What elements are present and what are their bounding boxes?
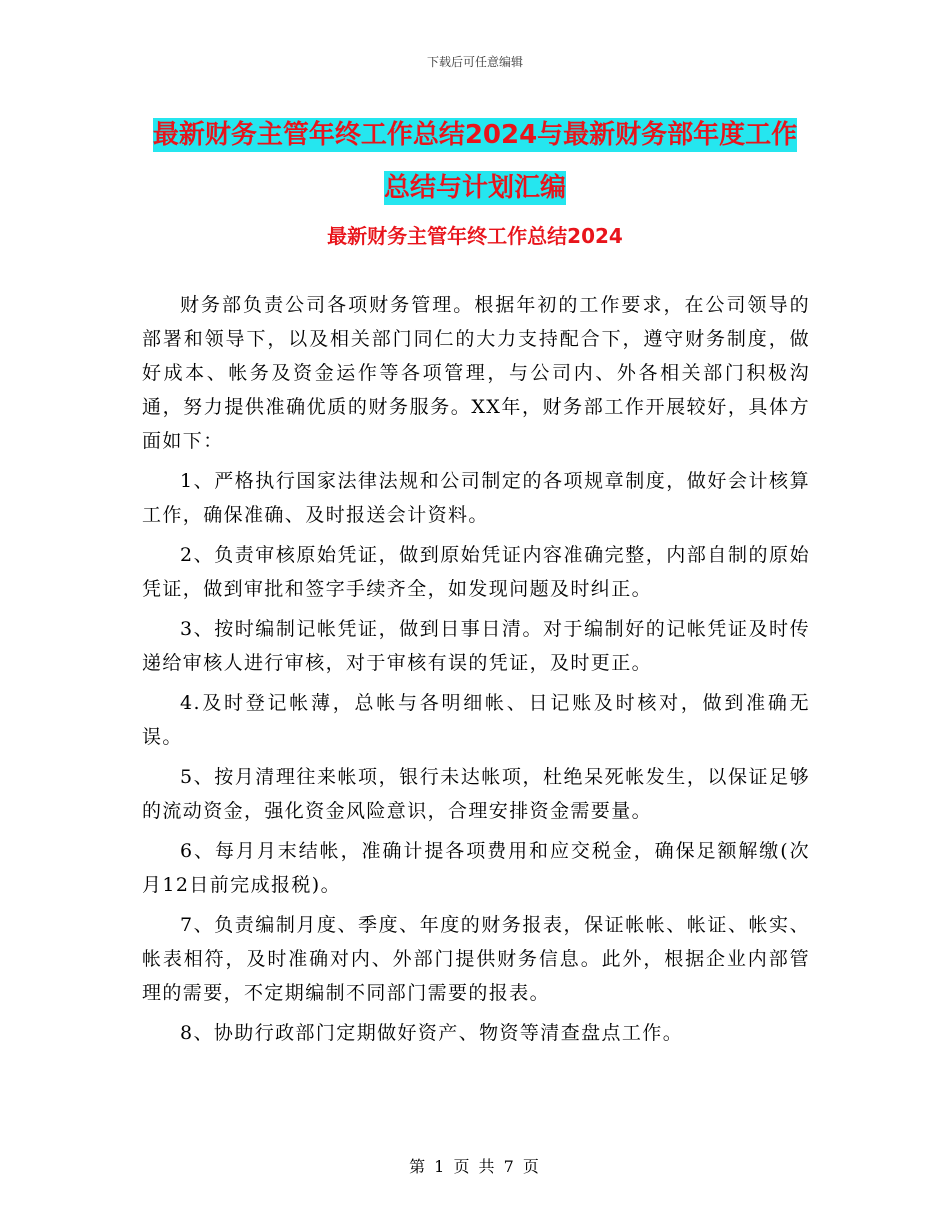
paragraph-item-3: 3、按时编制记帐凭证，做到日事日清。对于编制好的记帐凭证及时传递给审核人进行审核，对于审核有误的凭证，及时更正。 (142, 618, 810, 674)
section-title: 最新财务主管年终工作总结2024 (327, 224, 623, 248)
paragraph-item-4: 4.及时登记帐薄，总帐与各明细帐、日记账及时核对，做到准确无误。 (142, 692, 810, 748)
main-title: 最新财务主管年终工作总结2024与最新财务部年度工作总结与计划汇编 (152, 120, 798, 203)
paragraph-item-1: 1、严格执行国家法律法规和公司制定的各项规章制度，做好会计核算工作，确保准确、及时报送会计资料。 (142, 470, 810, 526)
paragraph-item-5: 5、按月清理往来帐项，银行未达帐项，杜绝呆死帐发生，以保证足够的流动资金，强化资金风险意识，合理安排资金需要量。 (142, 766, 810, 822)
paragraph-item-7: 7、负责编制月度、季度、年度的财务报表，保证帐帐、帐证、帐实、帐表相符，及时准确对内、外部门提供财务信息。此外，根据企业内部管理的需要，不定期编制不同部门需要的报表。 (142, 914, 810, 1004)
paragraph-intro: 财务部负责公司各项财务管理。根据年初的工作要求，在公司领导的部署和领导下，以及相关部门同仁的大力支持配合下，遵守财务制度，做好成本、帐务及资金运作等各项管理，与公司内、外各相关部门积极沟通，努力提供准确优质的财务服务。XX年，财务部工作开展较好，具体方面如下： (142, 294, 810, 452)
paragraph-item-2: 2、负责审核原始凭证，做到原始凭证内容准确完整，内部自制的原始凭证，做到审批和签字手续齐全，如发现问题及时纠正。 (142, 544, 810, 600)
page-header-note: 下载后可任意编辑 (426, 55, 523, 69)
paragraph-item-6: 6、每月月末结帐，准确计提各项费用和应交税金，确保足额解缴(次月12日前完成报税)。 (142, 840, 810, 896)
document-body (142, 288, 810, 1056)
main-title-block (140, 110, 810, 216)
page-number: 第 1 页 共 7 页 (409, 1157, 541, 1176)
paragraph-item-8: 8、协助行政部门定期做好资产、物资等清查盘点工作。 (180, 1022, 684, 1044)
